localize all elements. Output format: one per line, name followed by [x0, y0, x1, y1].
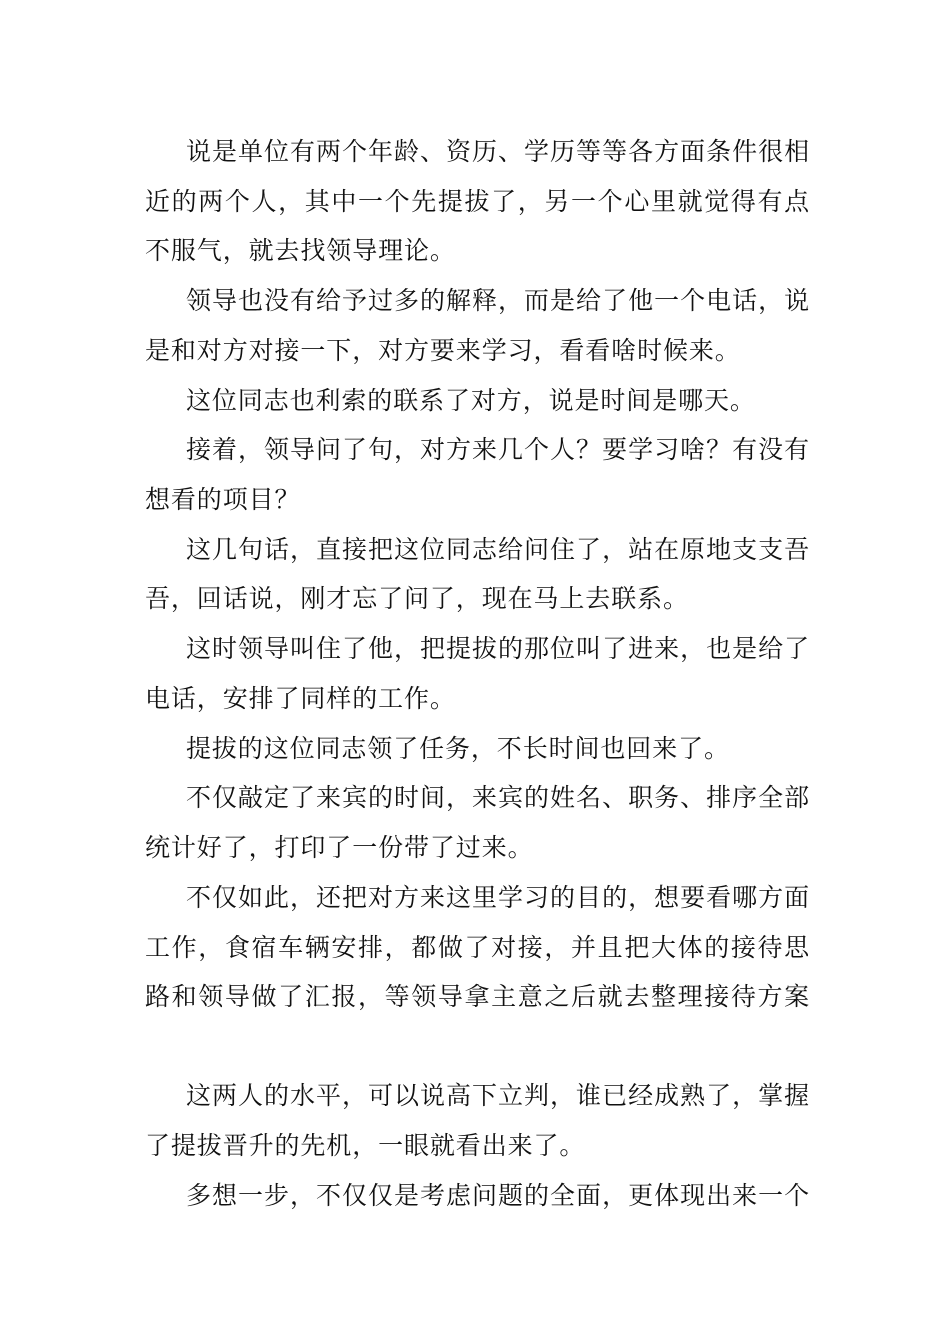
text-line: 工作，食宿车辆安排，都做了对接，并且把大体的接待思 [145, 933, 810, 962]
text-line: 了提拔晋升的先机，一眼就看出来了。 [145, 1131, 586, 1160]
text-line: 路和领导做了汇报，等领导拿主意之后就去整理接待方案 [145, 982, 810, 1011]
text-line: 近的两个人，其中一个先提拔了，另一个心里就觉得有点 [145, 187, 810, 216]
text-line: 吾，回话说，刚才忘了问了，现在马上去联系。 [145, 584, 689, 613]
text-line: 这位同志也利索的联系了对方，说是时间是哪天。 [186, 386, 756, 415]
text-line: 提拔的这位同志领了任务，不长时间也回来了。 [186, 734, 730, 763]
text-line: 不服气，就去找领导理论。 [145, 236, 456, 265]
text-line: 多想一步，不仅仅是考虑问题的全面，更体现出来一个 [186, 1181, 810, 1210]
text-line: 这两人的水平，可以说高下立判，谁已经成熟了，掌握 [186, 1081, 810, 1110]
text-line: 这时领导叫住了他，把提拔的那位叫了进来，也是给了 [186, 634, 810, 663]
text-line: 说是单位有两个年龄、资历、学历等等各方面条件很相 [186, 137, 810, 166]
text-line: 不仅敲定了来宾的时间，来宾的姓名、职务、排序全部 [186, 783, 810, 812]
text-line: 是和对方对接一下，对方要来学习，看看啥时候来。 [145, 336, 741, 365]
text-line: 这几句话，直接把这位同志给问住了，站在原地支支吾 [186, 535, 810, 564]
text-line: 电话，安排了同样的工作。 [145, 684, 456, 713]
text-line: 不仅如此，还把对方来这里学习的目的，想要看哪方面 [186, 883, 810, 912]
text-line: 想看的项目？ [145, 485, 301, 514]
text-line: 接着，领导问了句，对方来几个人？要学习啥？有没有 [186, 435, 810, 464]
text-line: 领导也没有给予过多的解释，而是给了他一个电话，说 [186, 286, 810, 315]
text-line: 统计好了，打印了一份带了过来。 [145, 833, 534, 862]
